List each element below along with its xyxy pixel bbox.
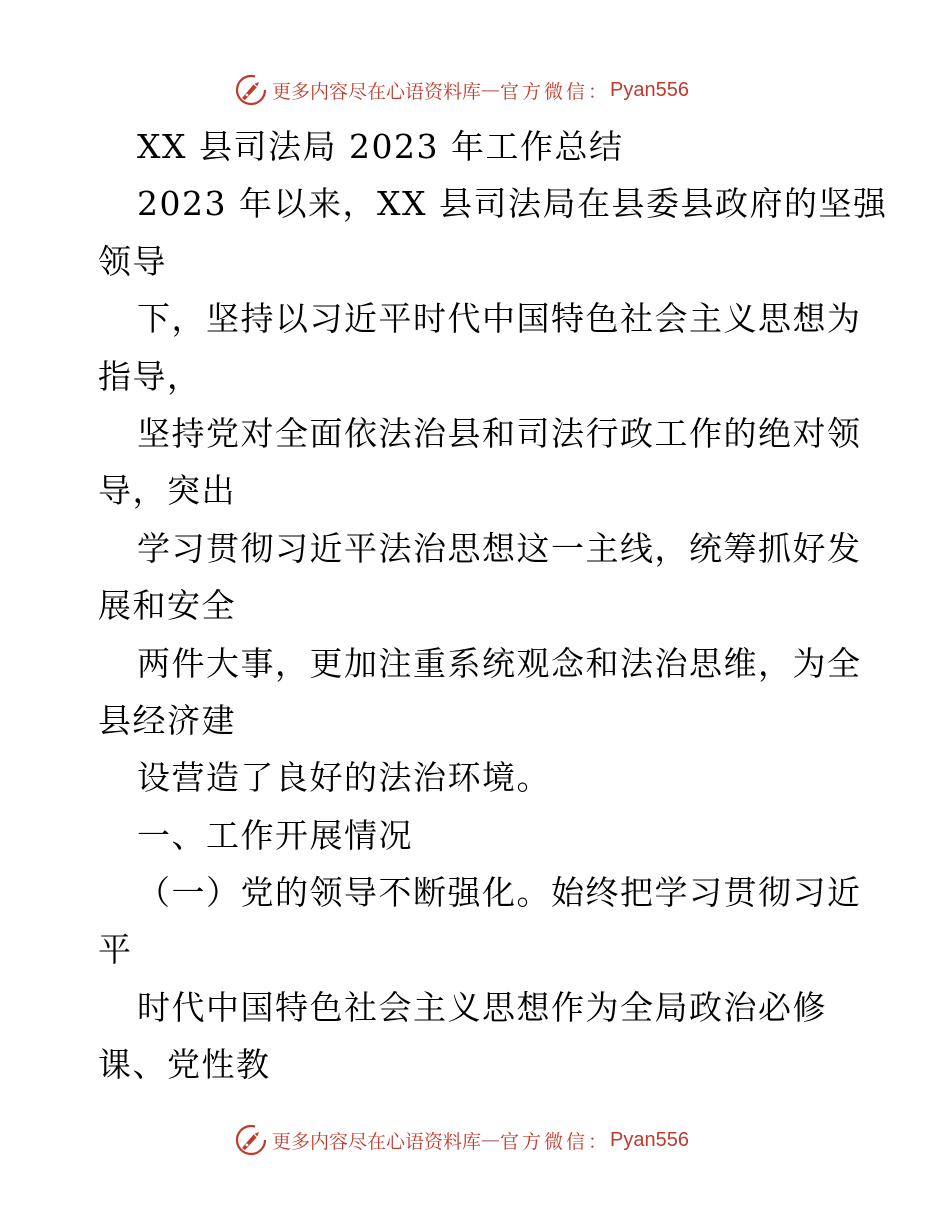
paragraph-line: 两件大事，更加注重系统观念和法治思维，为全 [137, 643, 862, 683]
pen-nib-circle-icon [234, 1123, 268, 1157]
paragraph-line: 坚持党对全面依法治县和司法行政工作的绝对领 [137, 413, 862, 453]
wechat-id: Pyan556 [610, 1128, 689, 1151]
paragraph-line: 学习贯彻习近平法治思想这一主线，统筹抓好发 [137, 528, 862, 568]
paragraph-line: 指导， [98, 356, 202, 396]
paragraph-line: 下，坚持以习近平时代中国特色社会主义思想为 [137, 299, 862, 339]
paragraph-line: 导，突出 [98, 471, 236, 511]
paragraph-line: 2023 年以来，XX 县司法局在县委县政府的坚强 [137, 184, 888, 224]
separator: — [481, 1129, 501, 1151]
wechat-label: 官方微信： [500, 1130, 611, 1153]
paragraph-line: 平 [98, 930, 133, 970]
document-body [98, 118, 888, 1094]
pen-nib-circle-icon [234, 73, 268, 107]
document-title: XX 县司法局 2023 年工作总结 [137, 127, 624, 166]
header-banner [234, 72, 689, 108]
wechat-label: 官方微信： [500, 80, 611, 103]
footer-banner [234, 1122, 689, 1158]
wechat-id: Pyan556 [610, 78, 689, 101]
site-name: 更多内容尽在心语资料库 [272, 1130, 482, 1153]
paragraph-line: 课、党性教 [98, 1045, 271, 1085]
paragraph-line: 时代中国特色社会主义思想作为全局政治必修 [137, 987, 827, 1027]
paragraph-line: 领导 [98, 241, 167, 281]
separator: — [481, 79, 501, 101]
section-heading: 一、工作开展情况 [137, 815, 413, 855]
subsection-line: （一）党的领导不断强化。始终把学习贯彻习近 [137, 873, 862, 913]
paragraph-line: 设营造了良好的法治环境。 [137, 758, 551, 798]
paragraph-line: 县经济建 [98, 700, 236, 740]
paragraph-line: 展和安全 [98, 586, 236, 626]
site-name: 更多内容尽在心语资料库 [272, 80, 482, 103]
